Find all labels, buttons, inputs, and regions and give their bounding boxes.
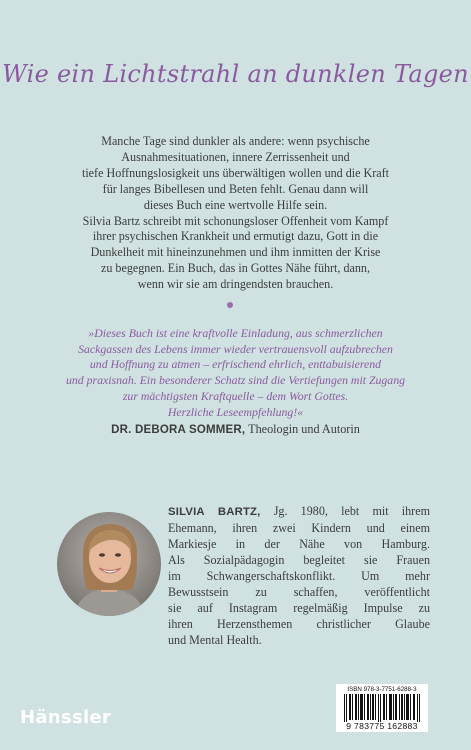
quote-line: Herzliche Leseempfehlung!« [167,404,304,419]
quote-line: »Dieses Buch ist eine kraftvolle Einladung, aus schmerzlichen [88,326,383,340]
description-line: Ausnahmesituationen, innere Zerrissenheit und [121,149,350,164]
description-line: dieses Buch eine wertvolle Hilfe sein. [143,197,328,212]
bio-line: sie auf Instagram regelmäßig Impulse zu [168,601,430,615]
description-line: Manche Tage sind dunkler als andere: wenn psychische [101,134,370,148]
endorser-name: DR. DEBORA SOMMER, [111,424,246,436]
book-description [40,134,431,293]
description-line: Dunkelheit mit hineinzunehmen und ihm inmitten der Krise [90,245,381,260]
description-line: ihrer psychischen Krankheit und ermutigt dazu, Gott in die [92,229,379,244]
bio-line: Markiesje in der Nähe von Hamburg. [168,537,430,551]
quote-line: zur mächtigsten Kraftquelle – dem Wort Gottes. [122,388,349,403]
bio-line: im Schwangerschaftskonflikt. Um mehr [168,569,430,583]
author-bio [168,503,430,648]
description-line: zu begegnen. Ein Buch, das in Gottes Nähe führt, dann, [100,261,370,276]
book-title: Wie ein Lichtstrahl an dunklen Tagen [2,60,469,88]
separator-dot [227,302,233,308]
quote-line: Sackgassen des Lebens immer wieder vertrauensvoll aufzubrechen [78,341,393,356]
description-line: für langes Bibellesen und Beten fehlt. Genau dann will [102,181,369,196]
bio-line: und Mental Health. [168,633,262,647]
author-portrait-icon [57,512,161,616]
isbn-label: ISBN 978-3-7751-6288-3 [347,686,417,693]
barcode-digits: 9 783775 162883 [346,721,418,731]
publisher-logo: Hänssler [20,707,112,728]
quote-line: und praxisnah. Ein besonderer Schatz sind die Vertiefungen mit Zugang [65,373,406,388]
endorsement-author [34,422,437,437]
bio-line: ihren Herzensthemen christlicher Glaube [168,617,430,631]
bio-line: Jg. 1980, lebt mit ihrem [273,504,430,518]
isbn-barcode [336,684,428,732]
description-line: Silvia Bartz schreibt mit schonungsloser Offenheit vom Kampf [82,213,389,228]
author-photo [57,512,161,616]
endorser-role: Theologin und Autorin [248,422,360,436]
bio-line: Bewusstsein zu schaffen, veröffentlicht [168,585,430,599]
bio-line: Ehemann, ihren zwei Kindern und einem [168,521,430,535]
description-line: tiefe Hoffnungslosigkeit uns überwältigen wollen und die Kraft [81,165,390,180]
description-line: wenn wir sie am dringendsten brauchen. [137,277,334,292]
quote-line: und Hoffnung zu atmen – erfrischend ehrlich, enttabuisierend [89,357,382,372]
endorsement-quote [34,326,437,420]
bio-line: Als Sozialpädagogin begleitet sie Frauen [168,553,430,567]
author-name: SILVIA BARTZ, [168,506,261,518]
